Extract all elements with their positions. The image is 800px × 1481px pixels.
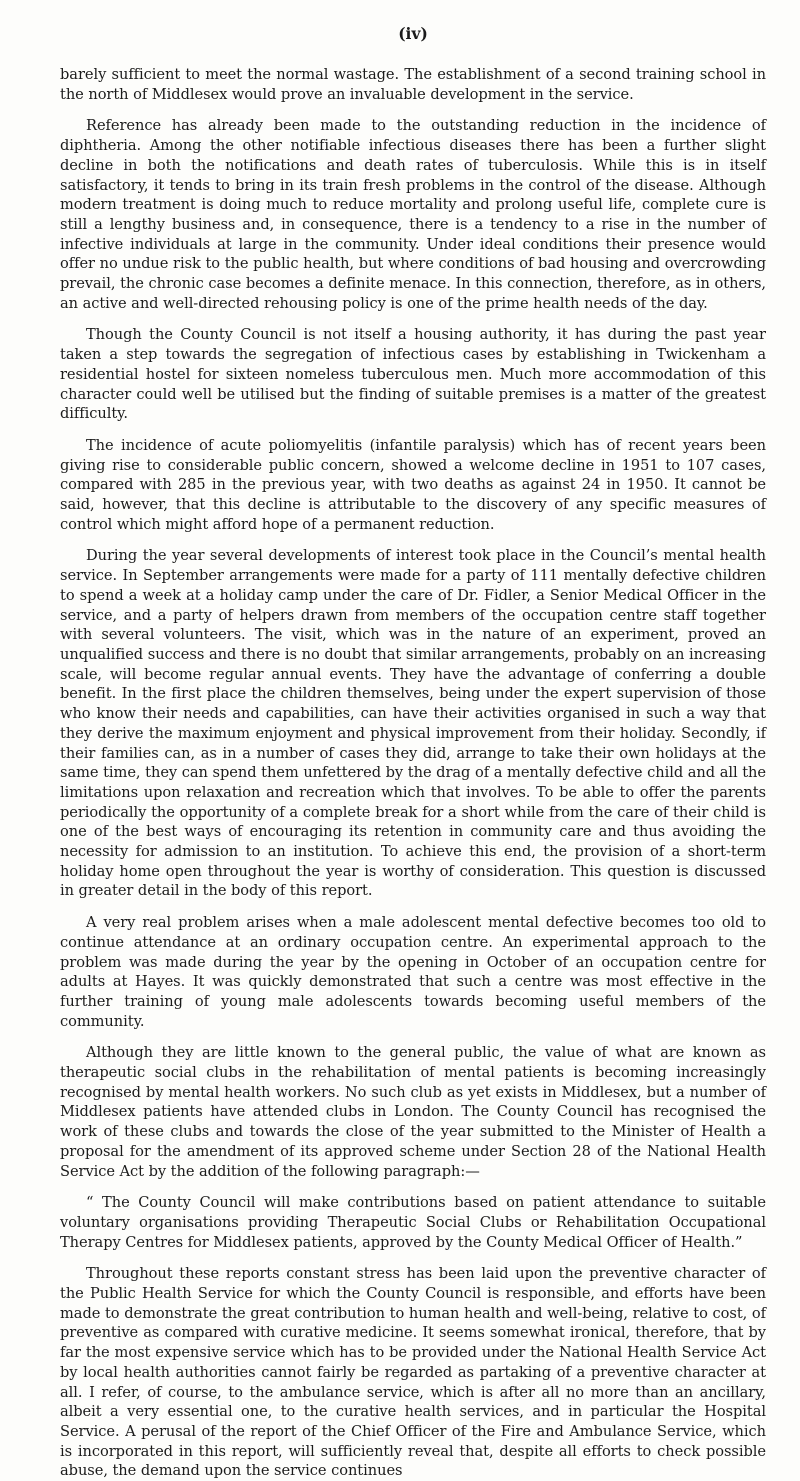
paragraph-hostel: Though the County Council is not itself a housing authority, it has during the past year taken a step towards the segregation of infectious cases by establishing in Twickenham a residential hostel for sixteen nomeless tuberculous men. Much more accommodation of this character could well be utilised but the finding of suitable premises is a matter of the greatest difficulty. [60, 326, 766, 423]
quoted-paragraph: “ The County Council will make contributions based on patient attendance to suitable voluntary organisations providing Therapeutic Social Clubs or Rehabilitation Occupational Therapy Centres for Middlesex patients, approved by the County Medical Officer of Health.” [60, 1194, 766, 1251]
paragraph-continuation: barely sufficient to meet the normal wastage. The establishment of a second training school in the north of Middlesex would prove an invaluable development in the service. [60, 66, 766, 103]
page-number: (iv) [398, 24, 428, 43]
paragraph-ambulance-service: Throughout these reports constant stress has been laid upon the preventive character of the Public Health Service for which the County Council is responsible, and efforts have been made to demonstrate the great contribution to human health and well-being, relative to cost, of preventive as compared with curative medicine. It seems somewhat ironical, therefore, that by far the most expensive service which has to be provided under the National Health Service Act by local health authorities cannot fairly be regarded as partaking of a preventive character at all. I refer, of course, to the ambulance service, which is after all no more than an ancillary, albeit a very essential one, to the curative health services, and in particular the Hospital Service. A perusal of the report of the Chief Officer of the Fire and Ambulance Service, which is incorporated in this report, will sufficiently reveal that, despite all efforts to check possible abuse, the demand upon the service continues [60, 1265, 766, 1480]
paragraph-poliomyelitis: The incidence of acute poliomyelitis (infantile paralysis) which has of recent years been giving rise to considerable public concern, showed a welcome decline in 1951 to 107 cases, compared with 285 in the previous year, with two deaths as against 24 in 1950. It cannot be said, however, that this decline is attributable to the discovery of any specific measures of control which might afford hope of a permanent reduction. [60, 436, 766, 533]
paragraph-adolescent-defective: A very real problem arises when a male adolescent mental defective becomes too old to continue attendance at an ordinary occupation centre. An experimental approach to the problem was made during the year by the opening in October of an occupation centre for adults at Hayes. It was quickly demonstrated that such a centre was most effective in the further training of young male adolescents towards becoming useful members of the community. [60, 914, 766, 1030]
paragraph-tuberculosis: Reference has already been made to the outstanding reduction in the incidence of diphtheria. Among the other notifiable infectious diseases there has been a further slight decline in both the notifications and death rates of tuberculosis. While this is in itself satisfactory, it tends to bring in its train fresh problems in the control of the disease. Although modern treatment is doing much to reduce mortality and prolong useful life, complete cure is still a lengthy business and, in consequence, there is a tendency to a rise in the number of infective individuals at large in the community. Under ideal conditions their presence would offer no undue risk to the public health, but where conditions of bad housing and overcrowding prevail, the chronic case becomes a definite menace. In this connection, therefore, as in others, an active and well-directed rehousing policy is one of the prime health needs of the day. [60, 117, 766, 312]
paragraph-social-clubs: Although they are little known to the general public, the value of what are known as therapeutic social clubs in the rehabilitation of mental patients is becoming increasingly recognised by mental health workers. No such club as yet exists in Middlesex, but a number of Middlesex patients have attended clubs in London. The County Council has recognised the work of these clubs and towards the close of the year submitted to the Minister of Health a proposal for the amendment of its approved scheme under Section 28 of the National Health Service Act by the addition of the following paragraph:— [60, 1044, 766, 1180]
paragraph-mental-health: During the year several developments of interest took place in the Council’s mental health service. In September arrangements were made for a party of 111 mentally defective children to spend a week at a holiday camp under the care of Dr. Fidler, a Senior Medical Officer in the service, and a party of helpers drawn from members of the occupation centre staff together with several volunteers. The visit, which was in the nature of an experiment, proved an unqualified success and there is no doubt that similar arrangements, probably on an increasing scale, will become regular annual events. They have the advantage of conferring a double benefit. In the first place the children themselves, being under the expert supervision of those who know their needs and capabilities, can have their activities organised in such a way that they derive the maximum enjoyment and physical improvement from their holiday. Secondly, if their families can, as in a number of cases they did, arrange to take their own holidays at the same time, they can spend them unfettered by the drag of a mentally defective child and all the limitations upon relaxation and recreation which that involves. To be able to offer the parents periodically the opportunity of a complete break for a short while from the care of their child is one of the best ways of encouraging its retention in community care and thus avoiding the necessity for admission to an institution. To achieve this end, the provision of a short-term holiday home open throughout the year is worthy of consideration. This question is discussed in greater detail in the body of this report. [60, 547, 766, 900]
